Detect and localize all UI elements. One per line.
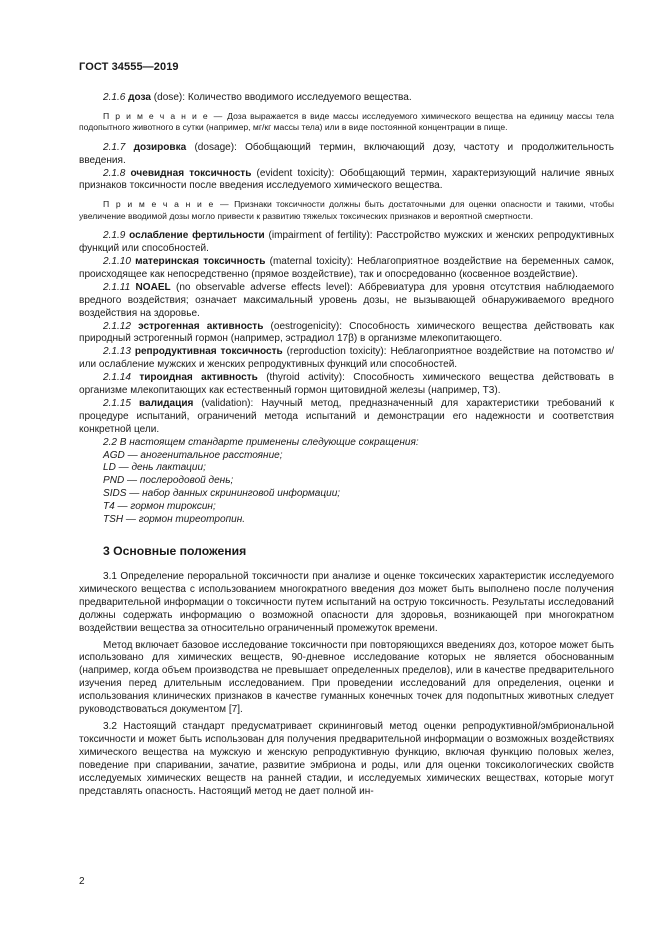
term-number: 2.1.6: [103, 92, 126, 103]
term-number: 2.1.13: [103, 346, 131, 358]
term-definition: (no observable adverse effects level): Аббревиатура для уровня отсутствия наблюдаемого вредного воздействия; означает максимальный уровень дозы, не вызывающей обнаруживаемого вредного воздействия на здоровье.: [79, 281, 614, 319]
term-name: ослабление фертильности: [129, 230, 265, 242]
term-definition: (dosage): Обобщающий термин, включающий дозу, частоту и продолжительность введения.: [79, 141, 614, 166]
section-paragraph: Метод включает базовое исследование токсичности при повторяющихся введениях доз, которое может быть использовано для химических веществ, 90-дневное исследование которых не является обоснованным (например, когда объем производства не превышает определенных пределов), или в качестве предварительного изучения перед длительным исследованием. При проведении исследований для определения, оценки и использования клинических признаков в качестве гуманных конечных точек для подопытных животных следует руководствоваться документом [7].: [79, 639, 614, 716]
term-number: 2.1.10: [103, 255, 131, 267]
abbreviation-item: T4 — гормон тироксин;: [103, 501, 216, 513]
term-definition: (thyroid activity): Способность химического вещества действовать в организме млекопитающих как естественный гормон щитовидной железы (например, Т3).: [79, 372, 614, 397]
term-2-1-14: [79, 372, 614, 398]
term-2-1-6: [79, 92, 614, 105]
term-definition: (reproduction toxicity): Неблагоприятное воздействие на потомство и/или ослабление мужских и женских репродуктивных функций или способностей.: [79, 346, 614, 371]
section-paragraph: 3.2 Настоящий стандарт предусматривает скрининговый метод оценки репродуктивной/эмбриональной токсичности и может быть использован для получения предварительной информации о возможных воздействиях химического вещества на мужскую и женскую репродуктивную функцию, включая функцию половых желез, поведение при спаривании, зачатие, развитие эмбриона и роды, или для оценки токсикологических свойств исследуемых химических веществ на ранней стадии, и исследуемых химических веществах, которые могут представлять опасность. Настоящий метод не дает полной ин-: [79, 720, 614, 797]
term-2-1-8: [79, 168, 614, 194]
term-number: 2.1.12: [103, 320, 131, 332]
term-name: тироидная активность: [139, 372, 258, 384]
note-label: П р и м е ч а н и е —: [103, 110, 224, 121]
standard-header: ГОСТ 34555—2019: [79, 61, 179, 73]
term-2-1-13: [79, 346, 614, 372]
abbreviation-item: AGD — аногенитальное расстояние;: [103, 449, 283, 461]
term-definition: (validation): Научный метод, предназначенный для характеристики требований к процедуре испытаний, ограничений метода испытаний и демонстрации его надежности и соответствия конкретной цели.: [79, 397, 615, 435]
term-definition: (impairment of fertility): Расстройство мужских и женских репродуктивных функций или способностей.: [79, 230, 614, 255]
term-2-1-12: [79, 321, 614, 347]
term-definition: (oestrogenicity): Способность химического вещества действовать как природный эстрогенный гормон (например, эстрадиол 17β) в организме млекопитающего.: [79, 320, 614, 345]
term-name: дозировка: [133, 141, 187, 153]
abbreviation-item: LD — день лактации;: [103, 462, 206, 474]
term-2-1-10: [79, 256, 614, 282]
page-number: 2: [79, 876, 85, 887]
abbreviation-item: SIDS — набор данных скрининговой информации;: [103, 488, 341, 500]
section-title: 3 Основные положения: [103, 544, 247, 558]
term-name: очевидная токсичность: [130, 167, 252, 179]
note-text: Доза выражается в виде массы исследуемого химического вещества на единицу массы тела подопытного животного в сутки (например, мг/кг массы тела) или в виде постоянной концентрации в пище.: [79, 110, 614, 133]
term-2-1-9: [79, 230, 614, 256]
term-number: 2.1.8: [103, 167, 126, 179]
section-paragraph: 3.1 Определение пероральной токсичности при анализе и оценке токсических характеристик исследуемого химического вещества с использованием многократного введения доз может быть выполнено после получения предварительной информации о токсичности путем испытаний на острую токсичность. Результаты исследований должны содержать информацию о возможной опасности для здоровья, возникающей при многократном воздействии вещества за относительно ограниченный промежуток времени.: [79, 571, 614, 634]
term-2-1-11: [79, 282, 614, 321]
term-name: валидация: [138, 397, 194, 409]
term-number: 2.1.9: [103, 230, 126, 242]
term-definition: (dose): Количество вводимого исследуемого вещества.: [151, 92, 412, 103]
term-name: эстрогенная активность: [138, 320, 264, 332]
term-definition: (maternal toxicity): Неблагоприятное воздействие на беременных самок, происходящее как непосредственно (прямое воздействие), так и опосредованно (косвенное воздействие).: [79, 255, 615, 280]
term-number: 2.1.14: [103, 372, 131, 384]
note-text: Признаки токсичности должны быть достаточными для оценки опасности и такими, чтобы увеличение вводимой дозы могло привести к развитию тяжелых токсических признаков и вероятной смертности.: [79, 199, 614, 221]
note-label: П р и м е ч а н и е —: [103, 199, 230, 210]
note-2: [79, 199, 614, 222]
term-number: 2.1.7: [103, 141, 126, 153]
term-name: репродуктивная токсичность: [134, 346, 283, 358]
term-number: 2.1.15: [103, 397, 131, 409]
term-definition: (evident toxicity): Обобщающий термин, характеризующий наличие явных признаков токсичности после введения исследуемого химического вещества.: [79, 167, 614, 192]
abbreviations-intro: 2.2 В настоящем стандарте применены следующие сокращения:: [103, 436, 419, 448]
document-body: [79, 92, 614, 798]
term-name: материнская токсичность: [135, 255, 266, 267]
abbreviation-item: TSH — гормон тиреотропин.: [103, 514, 246, 526]
term-name: доза: [128, 92, 151, 103]
term-2-1-15: [79, 398, 614, 437]
term-name: NOAEL: [135, 281, 171, 293]
term-number: 2.1.11: [103, 281, 131, 293]
note-1: [79, 111, 614, 134]
abbreviation-item: PND — послеродовой день;: [103, 475, 234, 487]
term-2-1-7: [79, 142, 614, 168]
